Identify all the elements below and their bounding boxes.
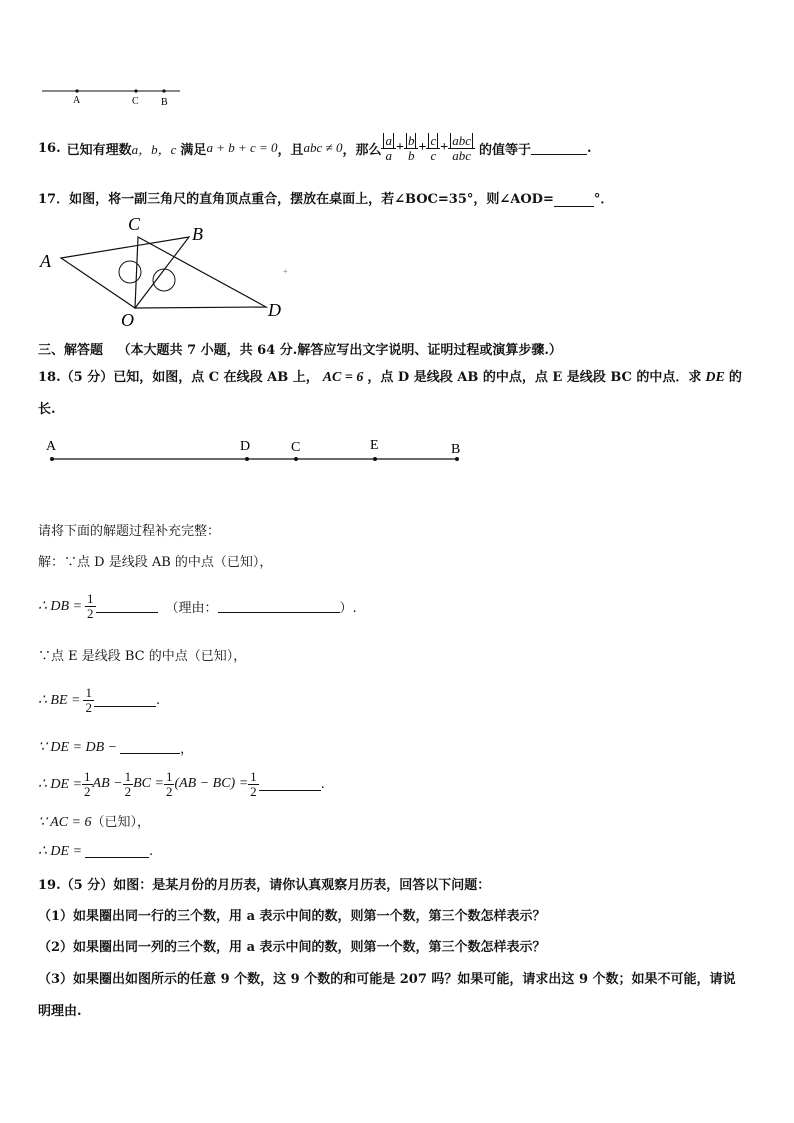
section-3-note: （本大题共 7 小题，共 64 分.解答应写出文字说明、证明过程或演算步骤.）: [117, 343, 562, 358]
de-final-blank[interactable]: [85, 845, 149, 858]
question-17: [38, 188, 613, 207]
q16-text-a: 已知有理数: [66, 142, 132, 158]
label-c: C: [128, 214, 141, 234]
q16-fraction-c: $\frac{c}{c}$: [426, 134, 440, 163]
question-18-line-2: 长.: [38, 402, 56, 417]
q16-vars: a，b，c: [131, 141, 177, 157]
half-fraction: $\frac{1}{2}$: [85, 684, 92, 715]
q16-plus: +: [418, 140, 427, 155]
q18-step-ac: ∵ AC = 6（已知），: [38, 815, 151, 830]
point-d-label: D: [240, 439, 251, 454]
q18-ac-equation: AC = 6: [322, 370, 364, 385]
q18-solution-line-3: ∵点 E 是线段 BC 的中点（已知），: [38, 649, 247, 664]
half-fraction: $\frac{1}{2}$: [84, 768, 91, 799]
q18-step-de-db: ∵ DE = DB − ，: [38, 740, 194, 757]
label-o: O: [121, 310, 134, 330]
q16-number: 16.: [38, 140, 61, 156]
q16-plus: +: [440, 140, 449, 155]
half-fraction: $\frac{1}{2}$: [87, 590, 94, 621]
de-db-blank[interactable]: [120, 741, 180, 754]
label-b: B: [192, 224, 203, 244]
question-18-line-1: 18.（5 分）已知，如图，点 C 在线段 AB 上， AC = 6 ，点 D 是线段 AB 的中点，点 E 是线段 BC 的中点．求 DE 的: [38, 370, 742, 385]
q18-step-db: ∴ DB = $\frac{1}{2}$ （理由： ）.: [38, 590, 357, 621]
q16-text-e: 的值等于: [478, 142, 531, 158]
q18-step-de-final: ∴ DE = .: [38, 844, 154, 859]
half-fraction: $\frac{1}{2}$: [165, 768, 173, 799]
reason-blank[interactable]: [218, 600, 340, 613]
half-fraction: $\frac{1}{2}$: [250, 768, 257, 799]
de-expansion-blank[interactable]: [259, 778, 321, 791]
question-19-part-3-cont: 明理由.: [38, 1004, 82, 1019]
svg-text:+: +: [283, 267, 288, 276]
question-19-intro: 19.（5 分）如图：是某月份的月历表，请你认真观察月历表，回答以下问题：: [38, 878, 491, 893]
half-fraction: $\frac{1}{2}$: [124, 768, 132, 799]
be-blank[interactable]: [94, 694, 156, 707]
q18-solution-line-1: 解：∵点 D 是线段 AB 的中点（已知），: [38, 555, 273, 570]
point-a-label: A: [46, 439, 57, 454]
question-19-part-1: （1）如果圈出同一行的三个数，用 a 表示中间的数，则第一个数，第三个数怎样表示？: [38, 909, 546, 924]
q18-instruction: 请将下面的解题过程补充完整：: [38, 524, 221, 539]
q17-answer-blank[interactable]: [554, 194, 594, 207]
q16-fraction-a: $\frac{a}{a}$: [381, 134, 396, 163]
q16-answer-blank[interactable]: [531, 142, 587, 155]
q18-step-be: ∴ BE = $\frac{1}{2}$ .: [38, 684, 161, 715]
section-3-title: 三、解答题: [38, 343, 104, 358]
triangle-rulers-figure: [36, 210, 296, 330]
db-blank[interactable]: [96, 600, 158, 613]
q16-plus: +: [395, 140, 404, 155]
section-3-heading: [38, 339, 562, 358]
q16-fraction-abc: $\frac{\text{abc}}{\text{abc}}$: [448, 134, 475, 163]
question-19-part-2: （2）如果圈出同一列的三个数，用 a 表示中间的数，则第一个数，第三个数怎样表示？: [38, 940, 546, 955]
question-16: [38, 126, 592, 170]
label-d: D: [268, 300, 281, 320]
q18-step-de-expansion: ∴ DE = $\frac{1}{2}$ AB − $\frac{1}{2}$ BC = $\frac{1}{2}$ (AB − BC) = $\frac{1}{2}$ .: [38, 768, 325, 799]
top-segment-figure: [40, 84, 190, 110]
q16-end: .: [587, 140, 592, 156]
point-e-label: E: [370, 438, 379, 453]
q16-condition-product: abc ≠ 0: [303, 140, 343, 155]
q18-de: DE: [705, 370, 725, 385]
top-label-a: A: [73, 95, 81, 106]
q16-condition-sum: a + b + c = 0: [206, 140, 278, 155]
point-b-label: B: [451, 442, 461, 457]
q17-end: °．: [593, 192, 614, 207]
point-c-label: C: [291, 440, 301, 455]
top-label-c: C: [132, 96, 139, 107]
top-label-b: B: [161, 97, 168, 108]
q17-text: 17．如图，将一副三角尺的直角顶点重合，摆放在桌面上，若∠BOC=35°，则∠AOD=: [38, 192, 554, 207]
q16-text-c: ，且: [277, 142, 304, 158]
q16-text-b: 满足: [180, 142, 207, 158]
q16-text-d: ，那么: [342, 142, 382, 158]
q16-fraction-b: $\frac{b}{b}$: [404, 134, 419, 163]
question-19-part-3: （3）如果圈出如图所示的任意 9 个数，这 9 个数的和可能是 207 吗？如果可能，请求出这 9 个数；如果不可能，请说: [38, 972, 736, 987]
segment-ab-figure: [40, 434, 470, 468]
label-a: A: [40, 251, 51, 271]
